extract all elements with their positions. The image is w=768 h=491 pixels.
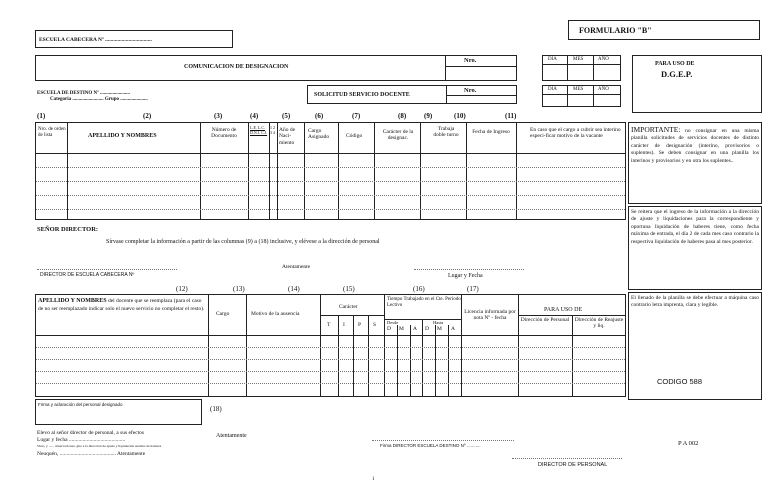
apellido-bold: APELLIDO Y NOMBRES (38, 298, 107, 304)
neuquen-text: Neuquén, ......................................... Atentamente (37, 451, 146, 457)
firma-box (35, 399, 202, 425)
dma-m1: M (399, 326, 404, 332)
llenado-box (628, 292, 762, 400)
formulario-box (568, 20, 760, 40)
formulario-label: FORMULARIO "B" (579, 26, 652, 35)
para-uso-label: PARA USO DE (655, 61, 695, 67)
comunicacion-box (35, 55, 517, 81)
director-cabecera: DIRECTOR DE ESCUELA CABECERA Nº (40, 272, 135, 278)
col-num-13: (13) (233, 285, 245, 293)
flags-header: 1 2 3 4 (270, 125, 275, 135)
escuela-cabecera-label: ESCUELA CABECERA Nº .................................. (39, 37, 152, 43)
col-num-3: (3) (214, 112, 223, 120)
solicitud-title: SOLICITUD SERVICIO DOCENTE (314, 92, 410, 98)
dma-m2: M (437, 326, 442, 332)
escuela-destino-label: ESCUELA DE DESTINO Nº ........................ (37, 91, 131, 96)
anio-label: AÑO (598, 57, 609, 62)
desde-header: Desde (387, 320, 399, 325)
llenado-text: El llenado de la planilla se debe efectuar a máquina caso contrario letra imprenta, clara y legible. (631, 295, 759, 309)
escuela-cabecera-box (35, 30, 233, 48)
fecha-box-1 (542, 55, 621, 81)
dgep-box (632, 55, 762, 113)
cargo-asignado-header: Cargo Asignado (308, 128, 330, 141)
trabaja-header: Trabaja doble turno (433, 126, 459, 139)
importante-label: IMPORTANTE: (631, 125, 681, 134)
fecha-box-2 (542, 85, 621, 107)
top-table (35, 122, 626, 220)
importante-text (631, 125, 759, 165)
col-num-11: (11) (505, 112, 517, 120)
col-num-1: (1) (37, 112, 46, 120)
mes-label: MES (573, 57, 584, 62)
reitera-box (628, 206, 762, 290)
caracter-header-b: Carácter (339, 304, 358, 310)
col-num-18: (18) (210, 405, 222, 413)
col-num-12: (12) (176, 285, 188, 293)
pa-002: P A 002 (678, 440, 699, 447)
numero-doc-header: Número de Documento (211, 127, 237, 140)
col-num-16: (16) (413, 285, 425, 293)
para-uso-b: PARA USO DE (544, 307, 583, 313)
solicitud-nro: Nro. (464, 87, 477, 94)
licencia-header: Licencia informada por nota Nº - fecha (464, 309, 516, 322)
tipi-t: T (327, 322, 331, 328)
anio-label-2: AÑO (598, 87, 609, 92)
tipi-p: P (358, 322, 362, 328)
col-num-15: (15) (343, 285, 355, 293)
dma-d2: D (425, 326, 429, 332)
dma-a1: A (413, 326, 417, 332)
dgep-label: D.G.E.P. (661, 69, 693, 79)
apellido-rest: del docente que se reemplaza (para el caso de no ser reemplazado indicar solo el nuevo servicio no completar el resto). (38, 298, 205, 312)
dia-label-2: DIA (548, 87, 557, 92)
tipi-s: S (373, 322, 377, 328)
importante-box (628, 122, 762, 204)
tipi-i: I (343, 322, 345, 328)
atentamente-1: Atentamente (282, 264, 311, 270)
lugar-text: Lugar y fecha ......................................... (37, 437, 126, 443)
elevo-text: Elevo al señor director de personal, a sus efectos (37, 430, 145, 436)
comunicacion-title: COMUNICACION DE DESIGNACION (184, 64, 289, 70)
apellido-reemplaza-header (38, 298, 206, 313)
col-num-4: (4) (250, 112, 259, 120)
fecha-ingreso-header: Fecha de Ingreso (472, 129, 510, 135)
cargo-header-b: Cargo (216, 311, 230, 317)
anio-nac-header: Año de Naci-miento (279, 127, 296, 146)
comunicacion-nro: Nro. (464, 57, 477, 64)
col-num-17: (17) (467, 285, 479, 293)
importante-body: no consignar en una misma planilla solicitudes de servicios docentes de distinto carácter de designación (interino, provisorios o suplentes). Se deben consignar en una planilla los interinos y provisorios y en otra los suplentes.. (631, 128, 759, 164)
dia-label: DIA (548, 57, 557, 62)
senor-director: SEÑOR DIRECTOR: (37, 226, 99, 233)
atentamente-2: Atentamente (216, 433, 247, 439)
dma-d1: D (387, 326, 391, 332)
tipo-doc-header: L.E. L.C. D.N.I. C.I. (250, 125, 268, 135)
codigo-588: CODIGO 588 (657, 377, 703, 386)
codigo-header: Código (346, 133, 363, 139)
categoria-label: Categoria ......................... Grupo ...................... (50, 97, 148, 102)
visto-text: Visto, y ...... observaciones, gire a la dirección de ajuste y liquidación sueldos de haberes (37, 444, 162, 448)
tiempo-header: Tiempo Trabajado en el Cte. Período Lectivo (387, 297, 461, 308)
nro-orden-header: Nro. de orden de lista (38, 127, 66, 138)
lugar-fecha: Lugar y Fecha (448, 273, 483, 279)
solicitud-box (307, 85, 517, 104)
col-num-9: (9) (424, 112, 433, 120)
mes-label-2: MES (573, 87, 584, 92)
bottom-table (35, 294, 626, 397)
col-num-2: (2) (143, 112, 152, 120)
apellido-header: APELLIDO Y NOMBRES (88, 133, 157, 139)
hasta-header: Hasta (433, 320, 444, 325)
caracter-header: Carácter de la designac. (382, 129, 414, 142)
col-num-8: (8) (398, 112, 407, 120)
col-num-6: (6) (315, 112, 324, 120)
dir-personal-header: Dirección de Personal (520, 317, 570, 323)
dir-reajuste-header: Dirección de Reajuste y liq. (574, 317, 624, 330)
firma-label: Firma y aclaración del personal designado (38, 402, 123, 407)
col-num-7: (7) (352, 112, 361, 120)
cargo-vacante-header: En caso que el cargo a cubrir sea interino especi-ficar motivo de la vacante (530, 127, 621, 140)
page-number: 1 (372, 477, 375, 482)
dma-a2: A (451, 326, 455, 332)
sirvase-text: Sírvase completar la información a partir de las columnas (9) a (18) inclusive, y elévese a la dirección de personal (106, 239, 380, 245)
director-personal: DIRECTOR DE PERSONAL (538, 462, 608, 468)
motivo-header: Motivo de la ausencia (251, 311, 300, 317)
firma-director-destino: Firma DIRECTOR ESCUELA DESTINO Nº ........... (380, 443, 481, 448)
col-num-14: (14) (288, 285, 300, 293)
col-num-10: (10) (454, 112, 466, 120)
reitera-text: Se reitera que el ingreso de la información a la dirección de ajuste y liquidaciones para la correspondiente y oportuna liquidación de haberes tiene, como fecha máxima de entrada, el día 2 de cada mes caso contrario la respectiva liquidación de haberes pasa al mes posterior. (631, 209, 759, 245)
col-num-5: (5) (282, 112, 291, 120)
